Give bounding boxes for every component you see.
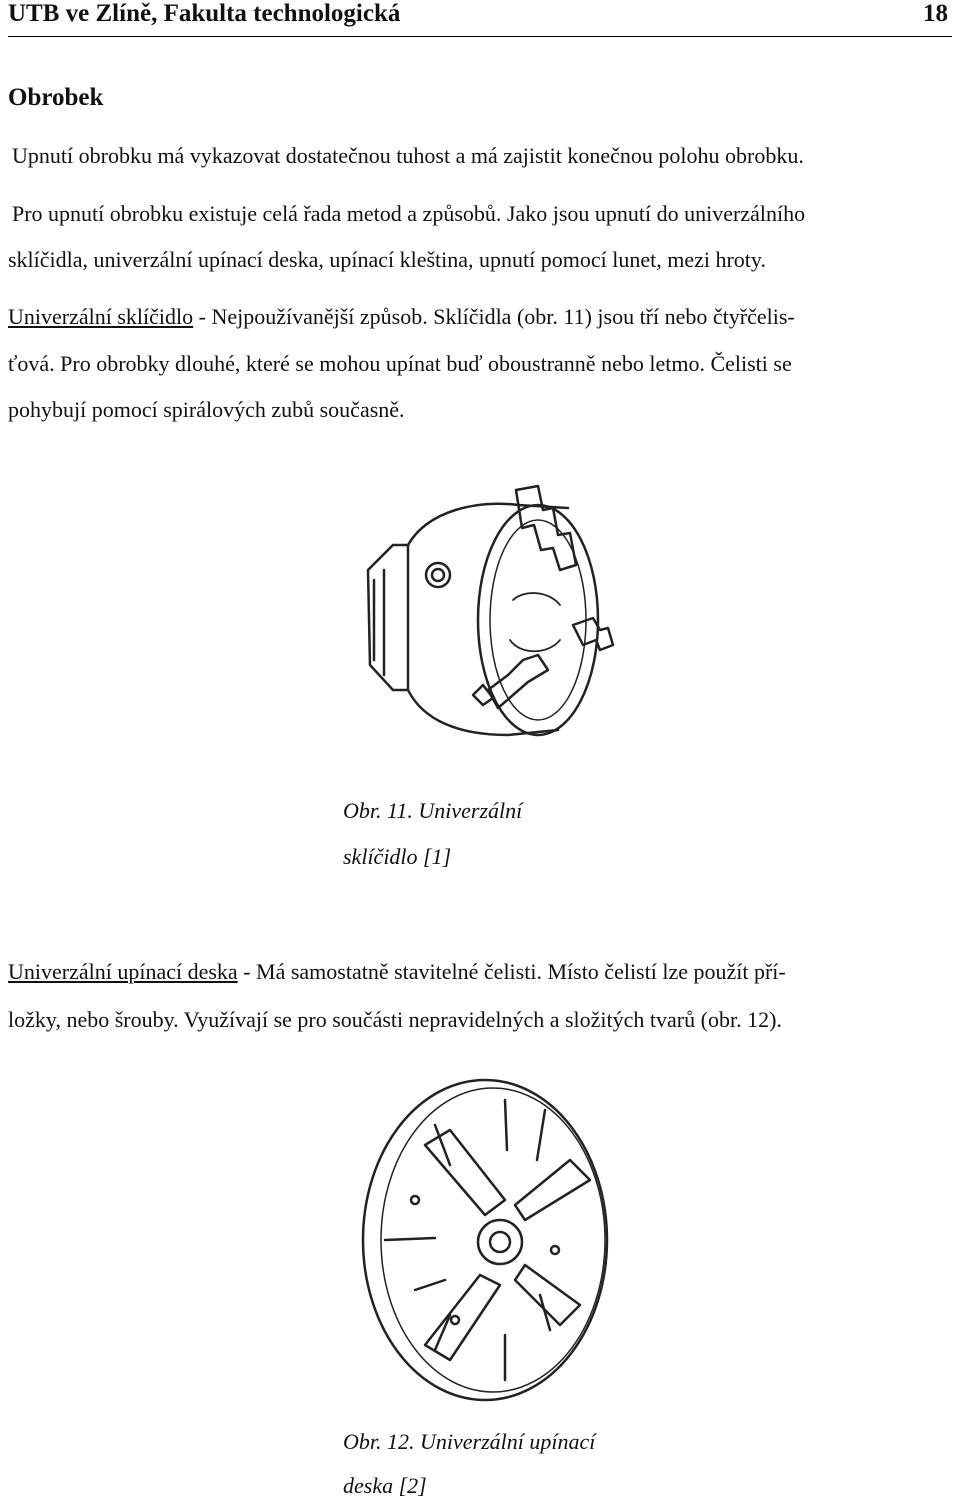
header-title: UTB ve Zlíně, Fakulta technologická — [8, 0, 401, 27]
term-universal-chuck: Univerzální sklíčidlo — [8, 304, 194, 329]
page-header — [8, 0, 952, 37]
faceplate-drawing-icon — [355, 1070, 615, 1410]
term-faceplate: Univerzální upínací deska — [8, 959, 238, 984]
paragraph-2-line-1: Pro upnutí obrobku existuje celá řada metod a způsobů. Jako jsou upnutí do univerzálního — [12, 201, 806, 226]
lathe-chuck-drawing-icon — [338, 450, 628, 770]
paragraph-3-line-1 — [8, 303, 795, 331]
figure-11-caption-line-2: sklíčidlo [1] — [343, 844, 452, 869]
paragraph-2-line-2: sklíčidla, univerzální upínací deska, upínací kleština, upnutí pomocí lunet, mezi hroty. — [8, 247, 766, 272]
paragraph-4-line-1-text: - Má samostatně stavitelné čelisti. Místo čelistí lze použít pří- — [237, 959, 786, 984]
page-number: 18 — [923, 0, 948, 27]
paragraph-3-line-1-text: - Nejpoužívanější způsob. Sklíčidla (obr. 11) jsou tří nebo čtyřčelis- — [193, 304, 795, 329]
paragraph-3-line-2: ťová. Pro obrobky dlouhé, které se mohou upínat buď oboustranně nebo letmo. Čelisti se — [8, 351, 792, 376]
paragraph-4-line-2: ložky, nebo šrouby. Využívají se pro součásti nepravidelných a složitých tvarů (obr. 12). — [8, 1007, 782, 1032]
paragraph-4-line-1 — [8, 958, 786, 986]
figure-12-caption-line-1: Obr. 12. Univerzální upínací — [343, 1429, 596, 1454]
paragraph-3-line-3: pohybují pomocí spirálových zubů současně. — [8, 397, 405, 422]
figure-12-caption-line-2: deska [2] — [343, 1473, 427, 1498]
figure-11-caption-line-1: Obr. 11. Univerzální — [343, 798, 523, 823]
section-heading: Obrobek — [8, 84, 104, 111]
paragraph-1: Upnutí obrobku má vykazovat dostatečnou tuhost a má zajistit konečnou polohu obrobku. — [12, 143, 804, 168]
